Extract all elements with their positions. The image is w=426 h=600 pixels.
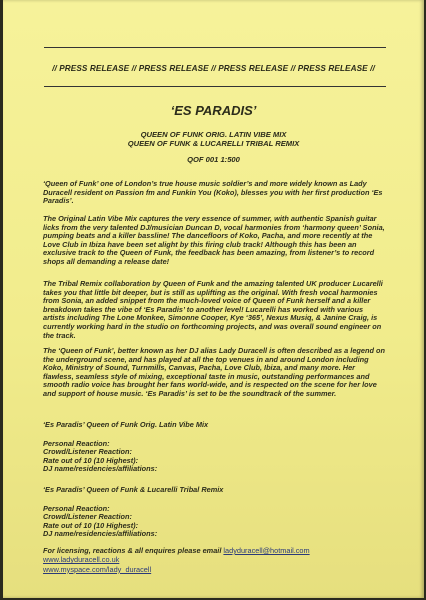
- contact-section: [43, 546, 385, 574]
- dj-info-label: DJ name/residencies/affiliations:: [43, 529, 158, 539]
- latin-vibe-paragraph: [43, 215, 385, 267]
- feedback-heading: ‘Es Paradis’ Queen of Funk Orig. Latin Vibe Mix: [43, 420, 209, 429]
- contact-text: For licensing, reactions & all enquires please email: [43, 546, 224, 555]
- release-title: ‘ES PARADIS’: [170, 103, 257, 118]
- paragraph-latin-vibe: The Original Latin Vibe Mix captures the very essence of summer, with authentic Spanish guitar licks from the very talented DJ/musician Duncan D, vocal harmonies from ‘harmony queen’ Sonia, pumping beats and a killer bassline! The dancefloors of Koko, Pacha, and more recently at the Love Club in Ibiza have been set alight by this firing club track! Although this has been an exclusive track to the Queen of Funk, the feedback has been amazing, from listener’s to record shops all demanding a release date!: [43, 214, 385, 266]
- email-link[interactable]: ladyduracell@hotmail.com: [223, 546, 310, 555]
- personal-reaction-label: Personal Reaction:: [43, 438, 110, 448]
- website-link[interactable]: www.ladyduracell.co.uk: [43, 555, 120, 565]
- crowd-reaction-label: Crowd/Listener Reaction:: [43, 447, 132, 457]
- tribal-remix-paragraph: [43, 280, 385, 340]
- header-rule: [44, 86, 386, 87]
- subtitle-original-mix: QUEEN OF FUNK ORIG. LATIN VIBE MIX: [140, 130, 287, 139]
- personal-reaction-label: Personal Reaction:: [43, 503, 110, 513]
- press-release-banner: // PRESS RELEASE // PRESS RELEASE // PRESS RELEASE // PRESS RELEASE //: [52, 64, 375, 73]
- paragraph-artist-bio: The ‘Queen of Funk’, better known as her DJ alias Lady Duracell is often described as a legend on the underground scene, and has played at all the top venues in and around London including Koko, Ministry of Sound, Turnmills, Canvas, Pacha, Love Club, Ibiza, and many more. Her flawless, seamless style of mixing, exceptional taste in music, outstanding performances and smooth radio voice has brought her fans world-wide, and is respected on the scene for her love and support of house music. ‘Es Paradis’ is set to be the soundtrack of the summer.: [43, 346, 385, 398]
- paragraph-tribal-remix: The Tribal Remix collaboration by Queen of Funk and the amazing talented UK producer Lucarelli takes you that little bit deeper, but is still as uplifting as the original. With fresh vocal harmonies from Sonia, an added snippet from the much-loved voice of Queen of Funk herself and a killer breakdown takes the vibe of ‘Es Paradis’ to another level! Lucarelli has worked with various artists including The Lone Monkee, Simonne Cooper, Kye ‘365’, Nexus Musiq, & Janine Craig, is currently working hard in the studio on forthcoming projects, and was overall sound engineer on the track.: [43, 279, 383, 340]
- dj-info-label: DJ name/residencies/affiliations:: [43, 464, 158, 474]
- feedback-form-tribal: [43, 486, 385, 539]
- artist-bio-paragraph: [43, 347, 385, 399]
- paragraph-intro: ‘Queen of Funk’ one of London’s true house music soldier’s and more widely known as Lady Duracell resident on Passion fm and Funkin You (Koko), blesses you with her first production ‘Es Paradis’.: [43, 179, 383, 206]
- feedback-form-original: [43, 421, 385, 474]
- press-release-sheet: [3, 0, 424, 598]
- intro-paragraph: [43, 180, 385, 206]
- feedback-heading: ‘Es Paradis’ Queen of Funk & Lucarelli Tribal Remix: [43, 485, 224, 494]
- crowd-reaction-label: Crowd/Listener Reaction:: [43, 512, 132, 522]
- rating-label: Rate out of 10 (10 Highest):: [43, 455, 139, 465]
- subtitle-tribal-remix: QUEEN OF FUNK & LUCARELLI TRIBAL REMIX: [127, 139, 300, 148]
- catalog-number: QOF 001 1:500: [187, 155, 240, 164]
- top-rule: [44, 47, 386, 48]
- myspace-link[interactable]: www.myspace.com/lady_duracell: [43, 564, 152, 574]
- rating-label: Rate out of 10 (10 Highest):: [43, 520, 139, 530]
